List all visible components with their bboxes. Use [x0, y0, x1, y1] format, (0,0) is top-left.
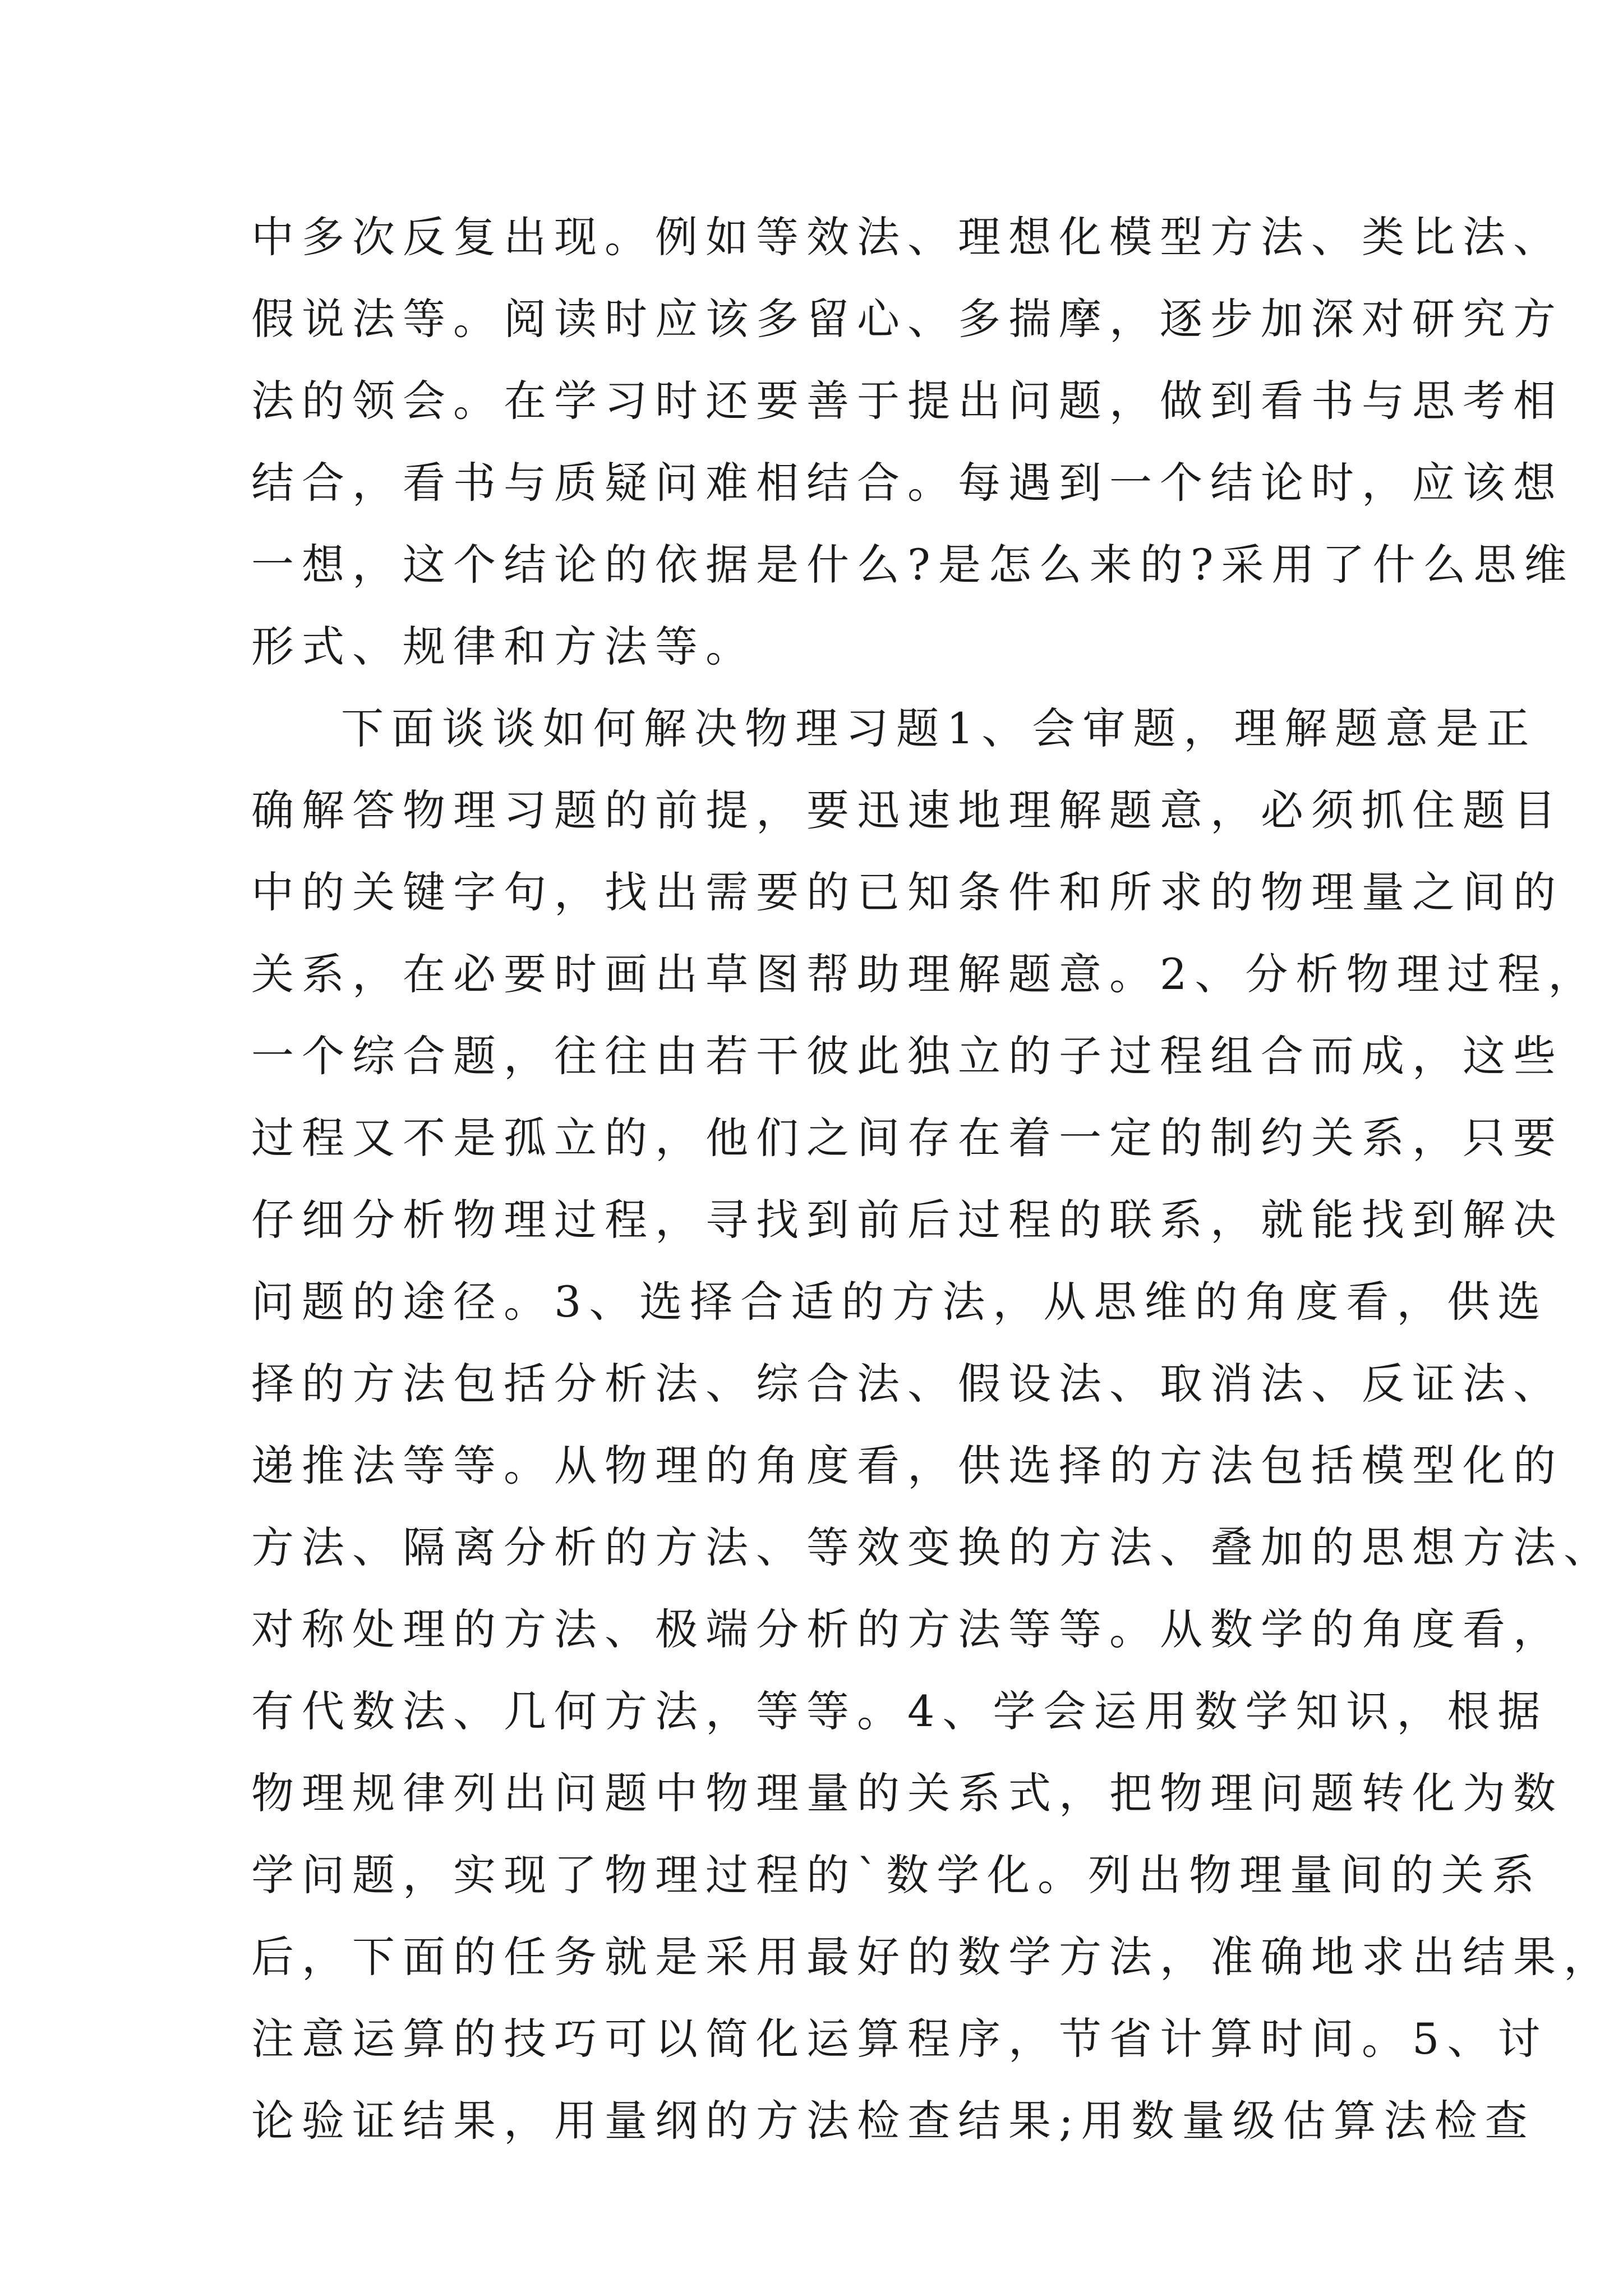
text-line: 中多次反复出现。例如等效法、理想化模型方法、类比法、	[251, 212, 1564, 262]
text-line: 论验证结果，用量纲的方法检查结果;用数量级估算法检查	[251, 2096, 1536, 2146]
text-line: 对称处理的方法、极端分析的方法等等。从数学的角度看，	[251, 1604, 1564, 1654]
text-line: 物理规律列出问题中物理量的关系式，把物理问题转化为数	[251, 1768, 1564, 1818]
text-line: 学问题，实现了物理过程的`数学化。列出物理量间的关系	[251, 1850, 1542, 1900]
text-line: 后，下面的任务就是采用最好的数学方法，准确地求出结果，	[251, 1932, 1614, 1982]
text-line: 方法、隔离分析的方法、等效变换的方法、叠加的思想方法、	[251, 1522, 1614, 1572]
text-line: 注意运算的技巧可以简化运算程序，节省计算时间。5、讨	[251, 2014, 1548, 2064]
body-text	[251, 196, 1614, 2162]
text-line: 仔细分析物理过程，寻找到前后过程的联系，就能找到解决	[251, 1195, 1564, 1245]
text-line: 择的方法包括分析法、综合法、假设法、取消法、反证法、	[251, 1359, 1564, 1409]
paragraph-first-line: 下面谈谈如何解决物理习题1、会审题，理解题意是正	[341, 703, 1537, 753]
text-line: 递推法等等。从物理的角度看，供选择的方法包括模型化的	[251, 1441, 1564, 1490]
text-line: 形式、规律和方法等。	[251, 622, 756, 671]
text-line: 问题的途径。3、选择合适的方法，从思维的角度看，供选	[251, 1277, 1548, 1327]
text-line: 过程又不是孤立的，他们之间存在着一定的制约关系，只要	[251, 1113, 1564, 1163]
text-line: 关系，在必要时画出草图帮助理解题意。2、分析物理过程，	[251, 949, 1599, 999]
text-line: 有代数法、几何方法，等等。4、学会运用数学知识，根据	[251, 1686, 1548, 1736]
text-line: 假说法等。阅读时应该多留心、多揣摩，逐步加深对研究方	[251, 294, 1564, 344]
text-line: 中的关键字句，找出需要的已知条件和所求的物理量之间的	[251, 867, 1564, 917]
text-line: 一想，这个结论的依据是什么?是怎么来的?采用了什么思维	[251, 540, 1575, 590]
text-line: 法的领会。在学习时还要善于提出问题，做到看书与思考相	[251, 376, 1564, 426]
text-line: 结合，看书与质疑问难相结合。每遇到一个结论时，应该想	[251, 458, 1564, 508]
text-line: 一个综合题，往往由若干彼此独立的子过程组合而成，这些	[251, 1031, 1564, 1081]
text-line: 确解答物理习题的前提，要迅速地理解题意，必须抓住题目	[251, 785, 1564, 835]
